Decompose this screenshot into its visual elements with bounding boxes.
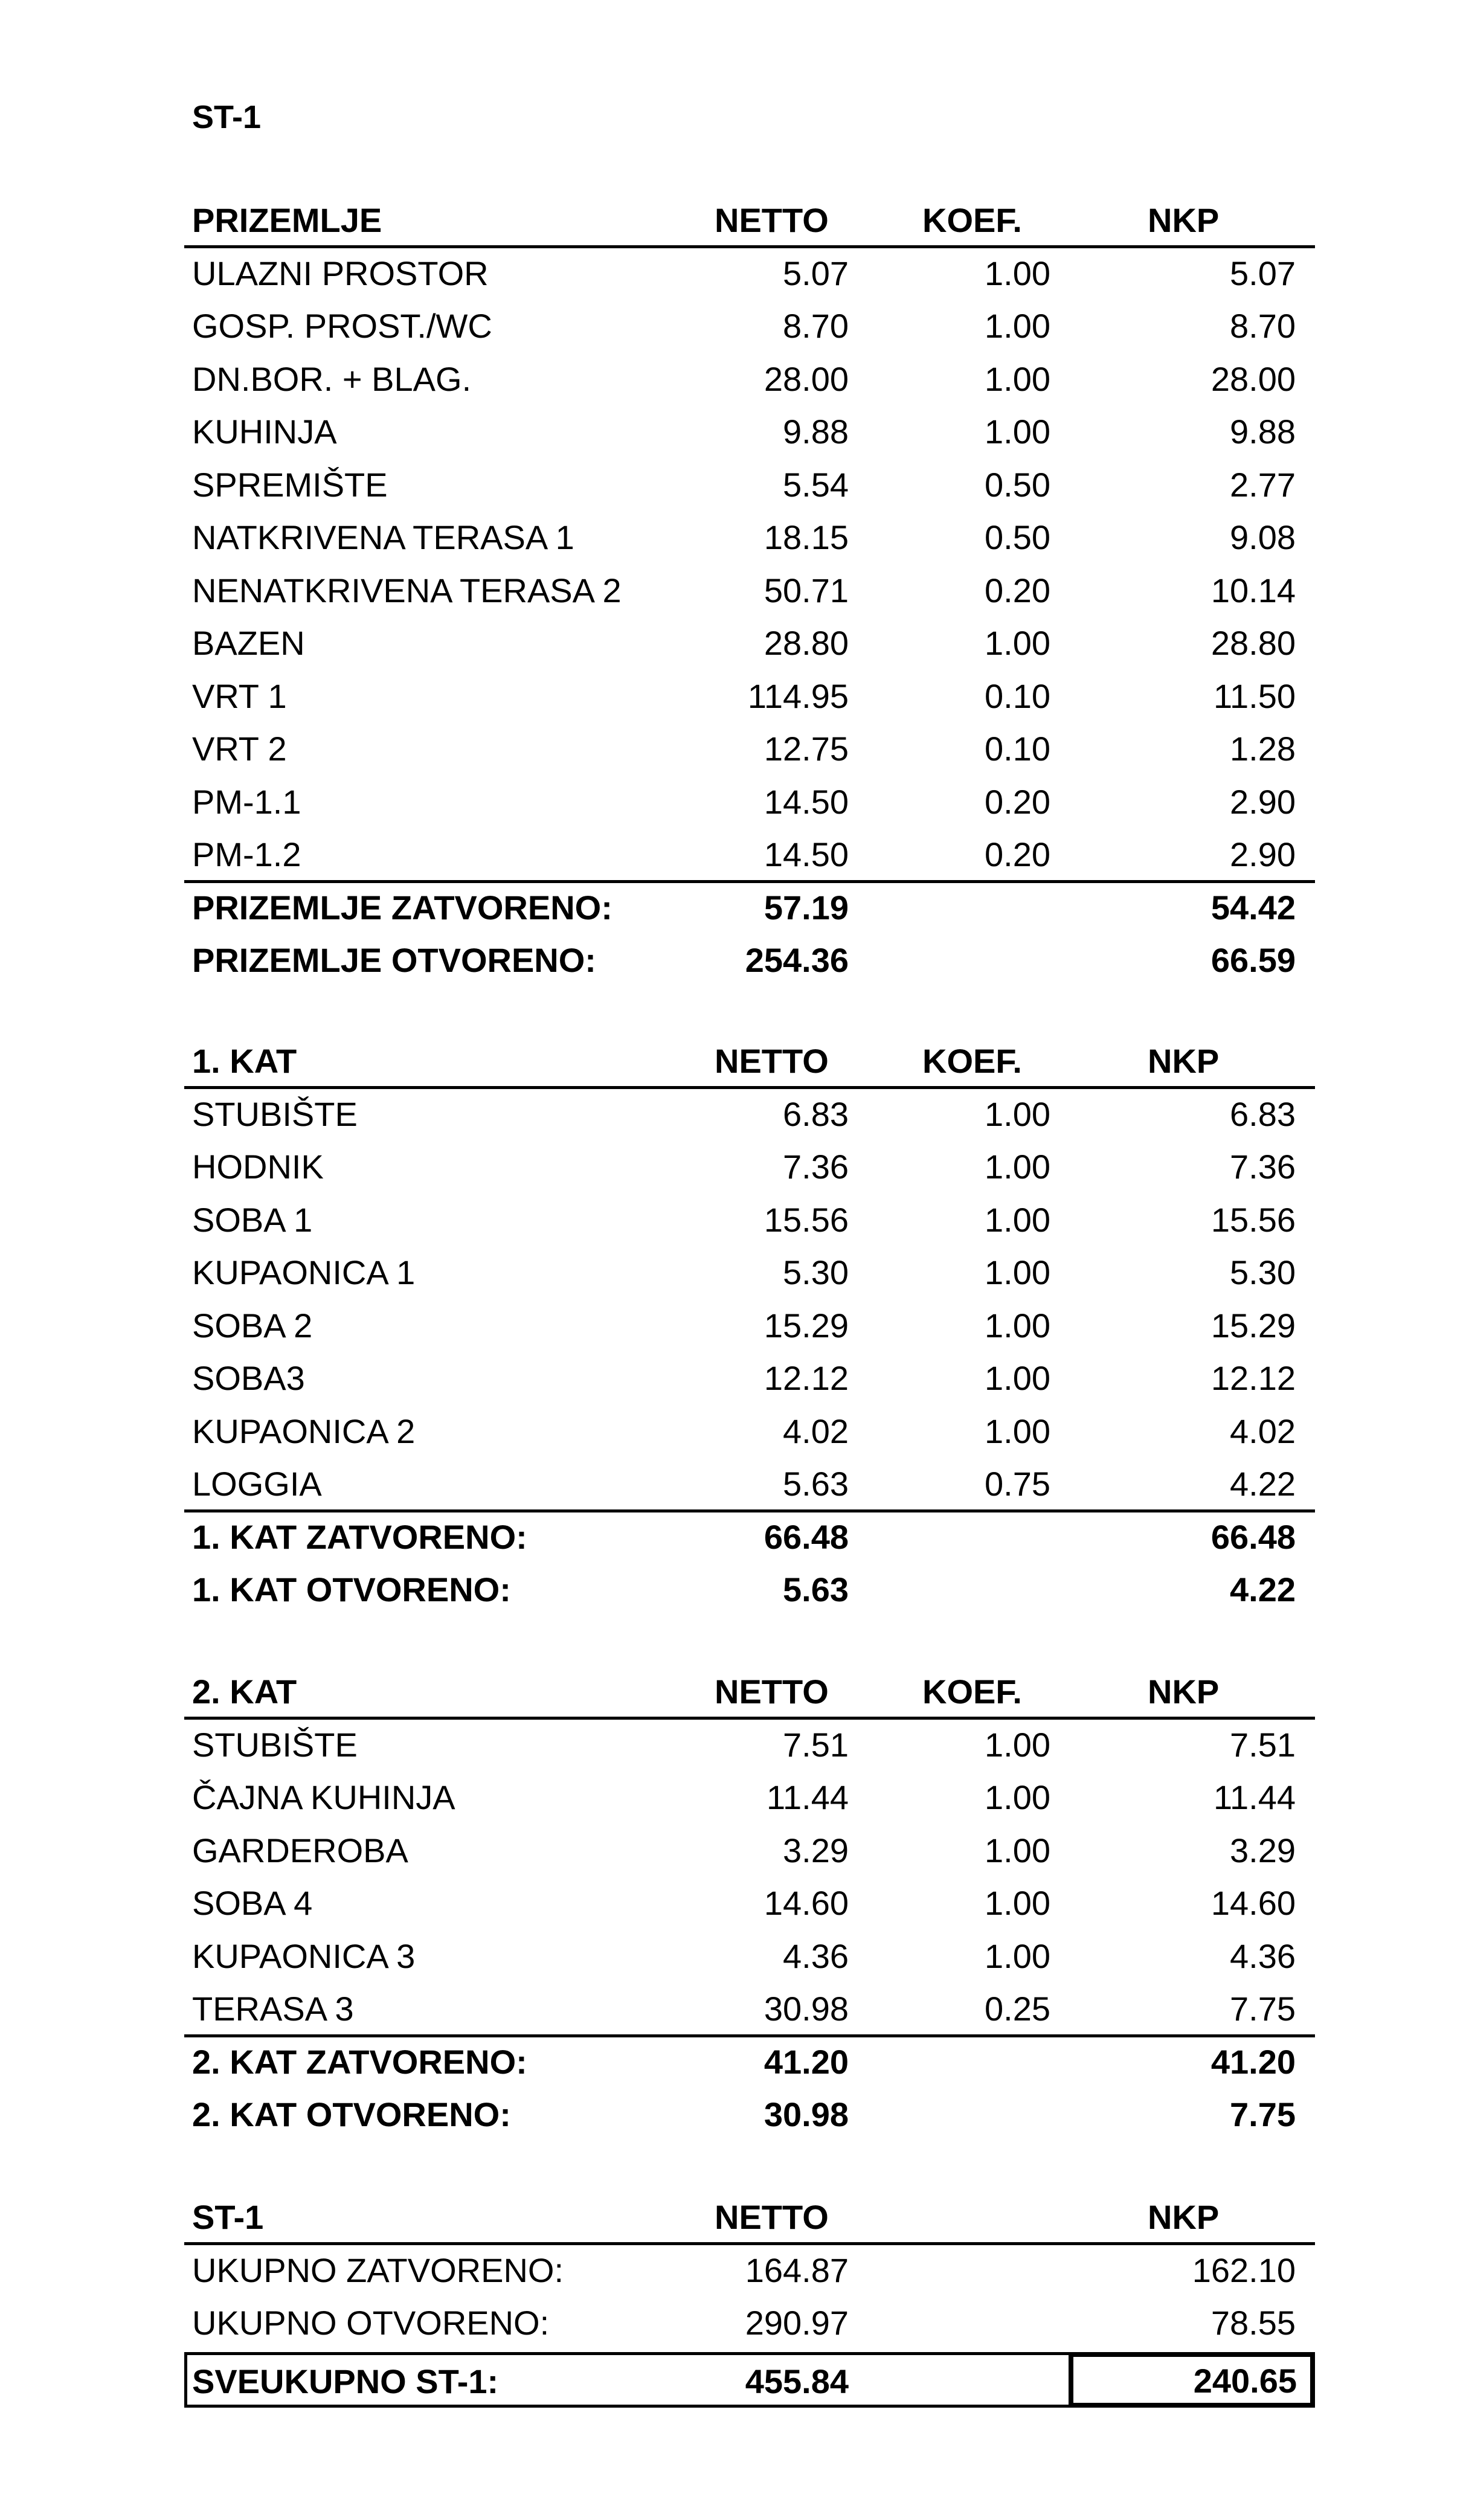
cell-nkp: 10.14 (1210, 571, 1296, 609)
cell-nkp: 4.22 (1230, 1465, 1296, 1503)
cell-netto: 15.29 (764, 1306, 849, 1345)
cell-koef: 0.75 (985, 1465, 1050, 1503)
cell-netto: 6.83 (783, 1094, 849, 1133)
header-koef: KOEF. (922, 1673, 1022, 1711)
cell-netto: 5.07 (783, 254, 849, 292)
cell-netto: 9.88 (783, 413, 849, 451)
cell-nkp: 2.77 (1230, 465, 1296, 504)
cell-name: VRT 1 (192, 677, 287, 715)
cell-koef: 1.00 (985, 1725, 1050, 1764)
cell-nkp: 28.80 (1210, 624, 1296, 662)
summary-row (184, 2297, 1315, 2350)
total-netto: 30.98 (764, 2095, 849, 2133)
total-row (184, 881, 1315, 934)
cell-name: VRT 2 (192, 730, 287, 768)
cell-netto: 114.95 (747, 677, 849, 715)
cell-nkp: 7.36 (1230, 1148, 1296, 1186)
cell-name: PM-1.1 (192, 782, 301, 821)
header-koef: KOEF. (922, 201, 1022, 239)
cell-netto: 4.36 (783, 1937, 849, 1975)
cell-koef: 1.00 (985, 624, 1050, 662)
cell-koef: 1.00 (985, 1884, 1050, 1922)
cell-name: STUBIŠTE (192, 1094, 358, 1133)
cell-nkp: 8.70 (1230, 307, 1296, 345)
cell-name: GOSP. PROST./WC (192, 307, 492, 345)
cell-nkp: 4.02 (1230, 1412, 1296, 1450)
total-nkp: 66.59 (1210, 941, 1296, 979)
cell-name: KUPAONICA 2 (192, 1412, 416, 1450)
table-row (184, 1194, 1315, 1247)
cell-nkp: 6.83 (1230, 1094, 1296, 1133)
cell-netto: 14.50 (764, 782, 849, 821)
cell-koef: 1.00 (985, 1937, 1050, 1975)
cell-netto: 18.15 (764, 518, 849, 556)
cell-nkp: 4.36 (1230, 1937, 1296, 1975)
total-name: 1. KAT OTVORENO: (192, 1570, 511, 1609)
cell-name: SPREMIŠTE (192, 465, 388, 504)
cell-nkp: 5.30 (1230, 1253, 1296, 1291)
table-header (184, 1665, 1315, 1718)
total-row (184, 934, 1315, 987)
total-row (184, 2088, 1315, 2141)
table-row (184, 1718, 1315, 1772)
header-netto: NETTO (715, 1042, 829, 1080)
cell-name: SOBA 1 (192, 1200, 313, 1239)
cell-nkp: 2.90 (1230, 782, 1296, 821)
total-name: 2. KAT OTVORENO: (192, 2095, 511, 2133)
summary-netto: 164.87 (745, 2251, 849, 2289)
cell-name: TERASA 3 (192, 1990, 354, 2028)
cell-koef: 1.00 (985, 413, 1050, 451)
total-nkp: 41.20 (1210, 2042, 1296, 2081)
header-name: ST-1 (192, 2198, 264, 2236)
total-nkp: 54.42 (1210, 888, 1296, 927)
cell-nkp: 11.50 (1214, 677, 1296, 715)
table-row (184, 1877, 1315, 1930)
total-name: PRIZEMLJE ZATVORENO: (192, 888, 612, 927)
total-name: 1. KAT ZATVORENO: (192, 1517, 527, 1556)
cell-koef: 1.00 (985, 359, 1050, 398)
grand-total-netto: 455.84 (745, 2362, 849, 2400)
cell-netto: 14.60 (764, 1884, 849, 1922)
cell-nkp: 9.08 (1230, 518, 1296, 556)
header-netto: NETTO (715, 1673, 829, 1711)
cell-name: PM-1.2 (192, 835, 301, 873)
cell-name: NENATKRIVENA TERASA 2 (192, 571, 622, 609)
table-row (184, 828, 1315, 881)
cell-netto: 3.29 (783, 1831, 849, 1869)
table-row (184, 1246, 1315, 1299)
cell-name: KUPAONICA 1 (192, 1253, 416, 1291)
cell-netto: 15.56 (764, 1200, 849, 1239)
cell-koef: 0.10 (985, 677, 1050, 715)
grand-total-nkp: 240.65 (1193, 2361, 1297, 2400)
table-row (184, 1405, 1315, 1458)
cell-nkp: 9.88 (1230, 413, 1296, 451)
cell-name: SOBA3 (192, 1359, 305, 1397)
cell-name: GARDEROBA (192, 1831, 408, 1869)
total-nkp: 4.22 (1230, 1570, 1296, 1609)
cell-koef: 0.20 (985, 835, 1050, 873)
cell-netto: 5.30 (783, 1253, 849, 1291)
cell-koef: 1.00 (985, 307, 1050, 345)
summary-nkp: 162.10 (1192, 2251, 1296, 2289)
grand-total-name: SVEUKUPNO ST-1: (192, 2362, 499, 2400)
table-row (184, 1771, 1315, 1824)
cell-koef: 1.00 (985, 1200, 1050, 1239)
cell-koef: 0.20 (985, 571, 1050, 609)
cell-nkp: 11.44 (1214, 1778, 1296, 1816)
header-nkp: NKP (1148, 2198, 1220, 2236)
section-1-kat (184, 1035, 1315, 1616)
cell-name: DN.BOR. + BLAG. (192, 359, 472, 398)
table-row (184, 617, 1315, 670)
table-row (184, 300, 1315, 353)
table-row (184, 1299, 1315, 1352)
cell-nkp: 7.51 (1230, 1725, 1296, 1764)
header-name: 1. KAT (192, 1042, 297, 1080)
table-row (184, 722, 1315, 776)
cell-koef: 0.50 (985, 518, 1050, 556)
cell-nkp: 14.60 (1210, 1884, 1296, 1922)
header-koef: KOEF. (922, 1042, 1022, 1080)
cell-netto: 5.63 (783, 1465, 849, 1503)
cell-netto: 12.75 (764, 730, 849, 768)
summary-name: UKUPNO OTVORENO: (192, 2304, 550, 2342)
cell-nkp: 3.29 (1230, 1831, 1296, 1869)
header-name: PRIZEMLJE (192, 201, 382, 239)
table-row (184, 1352, 1315, 1405)
cell-nkp: 15.29 (1210, 1306, 1296, 1345)
table-row (184, 1930, 1315, 1983)
grand-total-row (184, 2352, 1315, 2408)
cell-koef: 1.00 (985, 254, 1050, 292)
total-netto: 57.19 (764, 888, 849, 927)
cell-netto: 7.51 (783, 1725, 849, 1764)
table-row (184, 564, 1315, 617)
cell-name: SOBA 2 (192, 1306, 313, 1345)
table-row (184, 1088, 1315, 1141)
cell-koef: 1.00 (985, 1778, 1050, 1816)
cell-netto: 28.00 (764, 359, 849, 398)
total-row (184, 1563, 1315, 1616)
section-summary (184, 2191, 1315, 2408)
cell-koef: 1.00 (985, 1148, 1050, 1186)
table-row (184, 776, 1315, 829)
table-header (184, 1035, 1315, 1088)
cell-name: HODNIK (192, 1148, 324, 1186)
table-row (184, 670, 1315, 723)
cell-netto: 5.54 (783, 465, 849, 504)
table-row (184, 353, 1315, 406)
cell-koef: 0.25 (985, 1990, 1050, 2028)
cell-name: ULAZNI PROSTOR (192, 254, 489, 292)
cell-nkp: 2.90 (1230, 835, 1296, 873)
header-nkp: NKP (1148, 1673, 1220, 1711)
cell-koef: 1.00 (985, 1412, 1050, 1450)
cell-netto: 8.70 (783, 307, 849, 345)
table-header (184, 194, 1315, 247)
total-nkp: 7.75 (1230, 2095, 1296, 2133)
cell-koef: 1.00 (985, 1359, 1050, 1397)
table-row (184, 511, 1315, 564)
total-nkp: 66.48 (1210, 1517, 1296, 1556)
cell-netto: 11.44 (767, 1778, 849, 1816)
summary-nkp: 78.55 (1210, 2304, 1296, 2342)
cell-nkp: 15.56 (1210, 1200, 1296, 1239)
cell-netto: 14.50 (764, 835, 849, 873)
total-name: PRIZEMLJE OTVORENO: (192, 941, 596, 979)
cell-koef: 1.00 (985, 1094, 1050, 1133)
cell-koef: 0.50 (985, 465, 1050, 504)
summary-row (184, 2244, 1315, 2297)
table-row (184, 1982, 1315, 2036)
cell-koef: 0.20 (985, 782, 1050, 821)
total-row (184, 2036, 1315, 2089)
total-netto: 5.63 (783, 1570, 849, 1609)
cell-name: NATKRIVENA TERASA 1 (192, 518, 574, 556)
cell-netto: 4.02 (783, 1412, 849, 1450)
cell-netto: 30.98 (764, 1990, 849, 2028)
grand-total-nkp-box (1069, 2352, 1315, 2408)
total-name: 2. KAT ZATVORENO: (192, 2042, 527, 2081)
table-row (184, 458, 1315, 512)
header-netto: NETTO (715, 2198, 829, 2236)
cell-nkp: 5.07 (1230, 254, 1296, 292)
section-prizemlje (184, 194, 1315, 987)
cell-name: SOBA 4 (192, 1884, 313, 1922)
table-row (184, 1140, 1315, 1194)
section-2-kat (184, 1665, 1315, 2141)
total-netto: 254.36 (745, 941, 849, 979)
cell-koef: 1.00 (985, 1253, 1050, 1291)
table-row (184, 405, 1315, 458)
cell-name: STUBIŠTE (192, 1725, 358, 1764)
table-row (184, 1458, 1315, 1511)
header-nkp: NKP (1148, 201, 1220, 239)
document-title: ST-1 (192, 99, 262, 135)
cell-nkp: 28.00 (1210, 359, 1296, 398)
table-row (184, 247, 1315, 300)
cell-name: BAZEN (192, 624, 305, 662)
cell-name: ČAJNA KUHINJA (192, 1778, 455, 1816)
cell-koef: 0.10 (985, 730, 1050, 768)
summary-name: UKUPNO ZATVORENO: (192, 2251, 564, 2289)
header-name: 2. KAT (192, 1673, 297, 1711)
cell-netto: 50.71 (764, 571, 849, 609)
cell-koef: 1.00 (985, 1831, 1050, 1869)
summary-netto: 290.97 (745, 2304, 849, 2342)
cell-nkp: 7.75 (1230, 1990, 1296, 2028)
table-header (184, 2191, 1315, 2244)
cell-netto: 7.36 (783, 1148, 849, 1186)
cell-netto: 28.80 (764, 624, 849, 662)
cell-netto: 12.12 (764, 1359, 849, 1397)
total-netto: 41.20 (764, 2042, 849, 2081)
cell-nkp: 1.28 (1230, 730, 1296, 768)
cell-name: KUHINJA (192, 413, 337, 451)
total-row (184, 1511, 1315, 1564)
cell-koef: 1.00 (985, 1306, 1050, 1345)
cell-name: LOGGIA (192, 1465, 322, 1503)
header-nkp: NKP (1148, 1042, 1220, 1080)
header-netto: NETTO (715, 201, 829, 239)
total-netto: 66.48 (764, 1517, 849, 1556)
cell-name: KUPAONICA 3 (192, 1937, 416, 1975)
table-row (184, 1824, 1315, 1877)
cell-nkp: 12.12 (1210, 1359, 1296, 1397)
